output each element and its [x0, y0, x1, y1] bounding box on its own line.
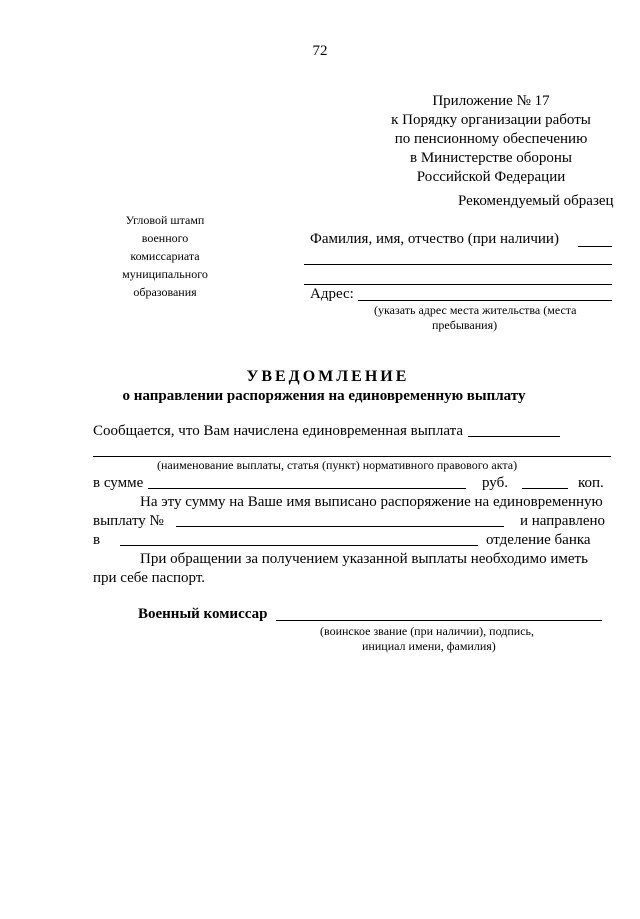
- kop-label: коп.: [578, 475, 604, 491]
- rub-label: руб.: [482, 475, 508, 491]
- signature-line: [276, 620, 602, 621]
- order-number-label: выплату №: [93, 513, 164, 529]
- order-text: На эту сумму на Ваше имя выписано распоряжение на единовременную: [140, 494, 603, 510]
- name-field-line-2: [304, 264, 612, 265]
- bank-prefix: в: [93, 532, 101, 548]
- appendix-line: в Министерстве обороны: [410, 150, 572, 166]
- passport-text: При обращении за получением указанной выплаты необходимо иметь: [140, 551, 588, 567]
- address-hint: пребывания): [432, 318, 498, 332]
- appendix-line: к Порядку организации работы: [391, 112, 591, 128]
- commissioner-label: Военный комиссар: [138, 606, 268, 622]
- sum-label: в сумме: [93, 475, 144, 491]
- page-number: 72: [312, 43, 328, 59]
- stamp-line: образования: [133, 285, 197, 299]
- payment-hint: (наименование выплаты, статья (пункт) нормативного правового акта): [157, 458, 518, 472]
- appendix-line: Приложение № 17: [432, 93, 550, 109]
- order-number-line: [176, 526, 504, 527]
- stamp-line: комиссариата: [130, 249, 200, 263]
- sum-kop-line: [522, 488, 568, 489]
- passport-text: при себе паспорт.: [93, 570, 205, 586]
- recommended-sample: Рекомендуемый образец: [458, 193, 614, 209]
- bank-branch-label: отделение банка: [486, 532, 591, 548]
- document-subtitle: о направлении распоряжения на единовременную выплату: [122, 388, 526, 404]
- name-field-line: [578, 246, 612, 247]
- document-title: УВЕДОМЛЕНИЕ: [246, 368, 410, 385]
- appendix-line: Российской Федерации: [416, 169, 566, 185]
- appendix-line: по пенсионному обеспечению: [394, 131, 588, 147]
- corner-stamp-block: [110, 211, 220, 301]
- stamp-line: Угловой штамп: [125, 213, 205, 227]
- sum-rub-line: [148, 488, 466, 489]
- payment-text: Сообщается, что Вам начислена единовременная выплата: [93, 423, 463, 439]
- stamp-line: муниципального: [122, 267, 208, 281]
- bank-line: [120, 545, 478, 546]
- order-sent-text: и направлено: [520, 513, 606, 529]
- payment-name-line: [93, 456, 611, 457]
- address-field-line: [358, 300, 612, 301]
- address-hint: (указать адрес места жительства (места: [374, 303, 577, 317]
- stamp-line: военного: [141, 231, 189, 245]
- signature-hint: (воинское звание (при наличии), подпись,: [320, 624, 534, 638]
- name-label: Фамилия, имя, отчество (при наличии): [310, 231, 559, 247]
- address-label: Адрес:: [310, 286, 354, 302]
- payment-field-line: [468, 436, 560, 437]
- signature-hint: инициал имени, фамилия): [362, 639, 496, 653]
- appendix-block: [380, 92, 602, 187]
